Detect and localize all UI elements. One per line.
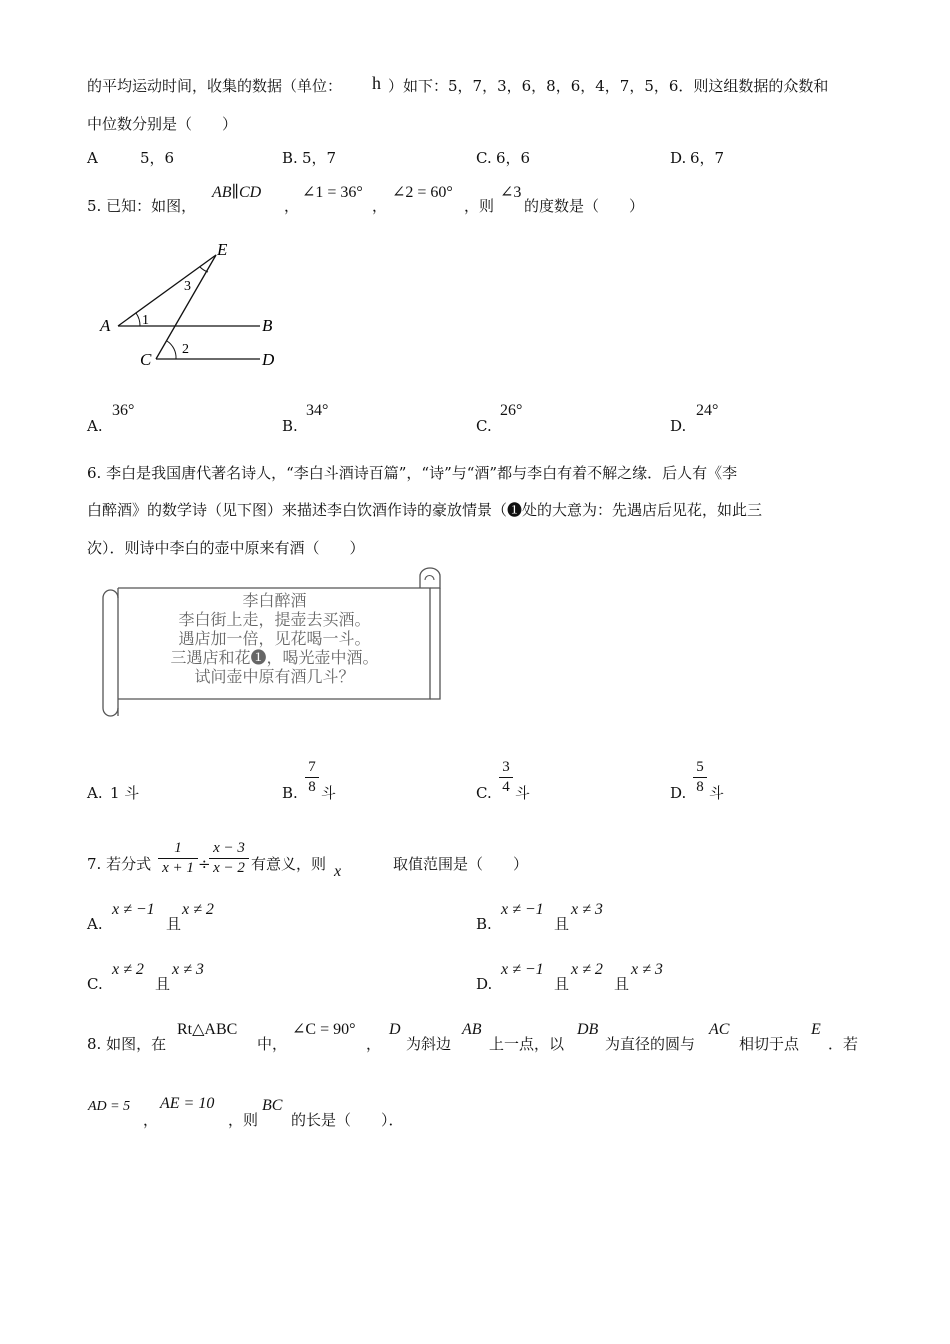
- poem-text: [122, 591, 427, 686]
- q5-figure: [90, 235, 290, 375]
- q6-option-b-fraction: 7 8: [305, 759, 319, 796]
- q4-line1b: ）如下：5，7，3，6，8，6，4，7，5，6．则这组数据的众数和: [388, 77, 829, 95]
- q5-comma2: ，: [372, 197, 388, 215]
- q8-triangle: Rt△ABC: [177, 1021, 238, 1038]
- q7-option-c-label[interactable]: C.: [87, 975, 103, 993]
- q8-ad: AD = 5: [88, 1099, 131, 1114]
- q4-option-c-text: 6，6: [496, 149, 531, 167]
- q7-suffix: 取值范围是（ ）: [393, 855, 529, 873]
- poem-scroll: [98, 566, 443, 721]
- q7-option-a-label[interactable]: A.: [87, 915, 103, 933]
- q7-option-b-and: 且: [554, 915, 570, 933]
- poem-line: 遇店加一倍，见花喝一斗。: [178, 629, 371, 648]
- q5-suffix: 的度数是（ ）: [524, 197, 645, 215]
- q7-divide: ÷: [198, 855, 211, 873]
- label-a: A: [100, 316, 111, 335]
- q4-option-c-label[interactable]: C.: [476, 149, 492, 167]
- q8-text-3: 为斜边: [406, 1035, 452, 1053]
- q7-option-d-p2: x ≠ 2: [571, 961, 603, 978]
- q8-text-6: 相切于点: [739, 1035, 800, 1053]
- q5-option-c-value: 26°: [500, 402, 523, 419]
- poem-line: 试问壶中原有酒几斗？: [194, 667, 355, 686]
- label-c: C: [140, 350, 152, 369]
- q8-text-4: 上一点，以: [489, 1035, 565, 1053]
- angle1-label: 1: [142, 313, 149, 328]
- q5-option-c-label[interactable]: C.: [476, 417, 492, 435]
- q6-line3: 次）．则诗中李白的壶中原来有酒（ ）: [87, 539, 365, 557]
- q8-prefix: 8. 如图，在: [87, 1035, 167, 1053]
- q8-ac: AC: [709, 1021, 730, 1038]
- q5-option-d-value: 24°: [696, 402, 719, 419]
- q7-fraction-2: x − 3 x − 2: [209, 840, 249, 877]
- angle2-arc: [167, 341, 176, 359]
- q8-text-9: ，则: [228, 1111, 259, 1129]
- q6-option-c-label[interactable]: C.: [476, 784, 492, 802]
- q6-line1: 6. 李白是我国唐代著名诗人，“李白斗酒诗百篇”，“诗”与“酒”都与李白有着不解之缘．后人有《李: [87, 464, 738, 482]
- q7-option-a-p2: x ≠ 2: [182, 901, 214, 918]
- q5-comma1: ，: [284, 197, 300, 215]
- angle2-label: 2: [182, 342, 189, 357]
- q4-option-a-text: 5，6: [140, 149, 175, 167]
- q5-then: ，则: [464, 197, 495, 215]
- q6-option-a-value: 1 斗: [110, 784, 140, 802]
- q7-option-b-p2: x ≠ 3: [571, 901, 603, 918]
- q7-option-b-p1: x ≠ −1: [501, 901, 544, 918]
- q6-option-b-unit: 斗: [321, 784, 337, 802]
- poem-line: 三遇店和花❶，喝光壶中酒。: [170, 648, 379, 667]
- q5-expr-angle2: ∠2 = 60°: [392, 184, 453, 201]
- q7-option-d-and2: 且: [614, 975, 630, 993]
- q6-option-d-unit: 斗: [709, 784, 725, 802]
- q5-prefix: 5. 已知：如图，: [87, 197, 197, 215]
- label-b: B: [262, 316, 273, 335]
- angle3-label: 3: [184, 279, 191, 294]
- q6-option-c-unit: 斗: [515, 784, 531, 802]
- q6-option-d-fraction: 5 8: [693, 759, 707, 796]
- q7-fraction-1: 1 x + 1: [158, 840, 198, 877]
- q7-mid: 有意义，则: [251, 855, 327, 873]
- q6-option-d-label[interactable]: D.: [670, 784, 687, 802]
- q7-prefix: 7. 若分式: [87, 855, 152, 873]
- q8-text-10: 的长是（ ）．: [291, 1111, 404, 1129]
- q8-ab: AB: [462, 1021, 482, 1038]
- q5-expr-angle1: ∠1 = 36°: [302, 184, 363, 201]
- q8-db: DB: [577, 1021, 599, 1038]
- q8-point-e: E: [811, 1021, 821, 1038]
- q7-var: x: [334, 863, 342, 880]
- q5-option-b-label[interactable]: B.: [282, 417, 298, 435]
- q5-option-d-label[interactable]: D.: [670, 417, 687, 435]
- q5-option-b-value: 34°: [306, 402, 329, 419]
- label-e: E: [217, 240, 228, 259]
- q8-text-8: ，: [143, 1111, 159, 1129]
- q8-text-1: 中，: [257, 1035, 288, 1053]
- q7-option-d-p1: x ≠ −1: [501, 961, 544, 978]
- q7-option-a-p1: x ≠ −1: [112, 901, 155, 918]
- q4-option-b-label[interactable]: B.: [282, 149, 298, 167]
- q4-option-b-text: 5，7: [302, 149, 337, 167]
- q4-line2: 中位数分别是（ ）: [87, 115, 238, 133]
- q7-option-d-p3: x ≠ 3: [631, 961, 663, 978]
- q7-option-c-p1: x ≠ 2: [112, 961, 144, 978]
- q6-option-c-fraction: 3 4: [499, 759, 513, 796]
- q5-expr-angle3: ∠3: [500, 184, 522, 201]
- q8-text-2: ，: [366, 1035, 382, 1053]
- q7-option-b-label[interactable]: B.: [476, 915, 492, 933]
- poem-title: 李白醉酒: [242, 591, 307, 610]
- q4-unit: h: [372, 73, 381, 93]
- q7-option-a-and: 且: [166, 915, 182, 933]
- q6-option-a-label[interactable]: A.: [87, 784, 103, 802]
- poem-line: 李白街上走，提壶去买酒。: [178, 610, 371, 629]
- q6-option-b-label[interactable]: B.: [282, 784, 298, 802]
- q4-option-d-label[interactable]: D.: [670, 149, 687, 167]
- q4-line1: 的平均运动时间，收集的数据（单位：: [87, 77, 343, 95]
- q8-ae: AE = 10: [160, 1095, 215, 1112]
- q5-option-a-value: 36°: [112, 402, 135, 419]
- q8-bc: BC: [262, 1097, 283, 1114]
- q7-option-d-and1: 且: [554, 975, 570, 993]
- line-ae: [118, 255, 216, 326]
- angle3-arc: [200, 267, 208, 272]
- label-d: D: [262, 350, 275, 369]
- q8-point-d: D: [389, 1021, 401, 1038]
- q5-option-a-label[interactable]: A.: [87, 417, 103, 435]
- q7-option-c-p2: x ≠ 3: [172, 961, 204, 978]
- q6-line2: 白醉酒》的数学诗（见下图）来描述李白饮酒作诗的豪放情景（❶处的大意为：先遇店后见花，如此三: [87, 501, 763, 519]
- q8-text-7: ．若: [828, 1035, 859, 1053]
- q7-option-c-and: 且: [155, 975, 171, 993]
- q5-expr-parallel: AB∥CD: [212, 184, 262, 201]
- q7-option-d-label[interactable]: D.: [476, 975, 493, 993]
- q4-option-a-label[interactable]: A: [87, 149, 98, 167]
- q8-text-5: 为直径的圆与: [605, 1035, 696, 1053]
- q4-option-d-text: 6，7: [690, 149, 725, 167]
- q8-angle: ∠C = 90°: [292, 1021, 356, 1038]
- angle1-arc: [136, 313, 140, 326]
